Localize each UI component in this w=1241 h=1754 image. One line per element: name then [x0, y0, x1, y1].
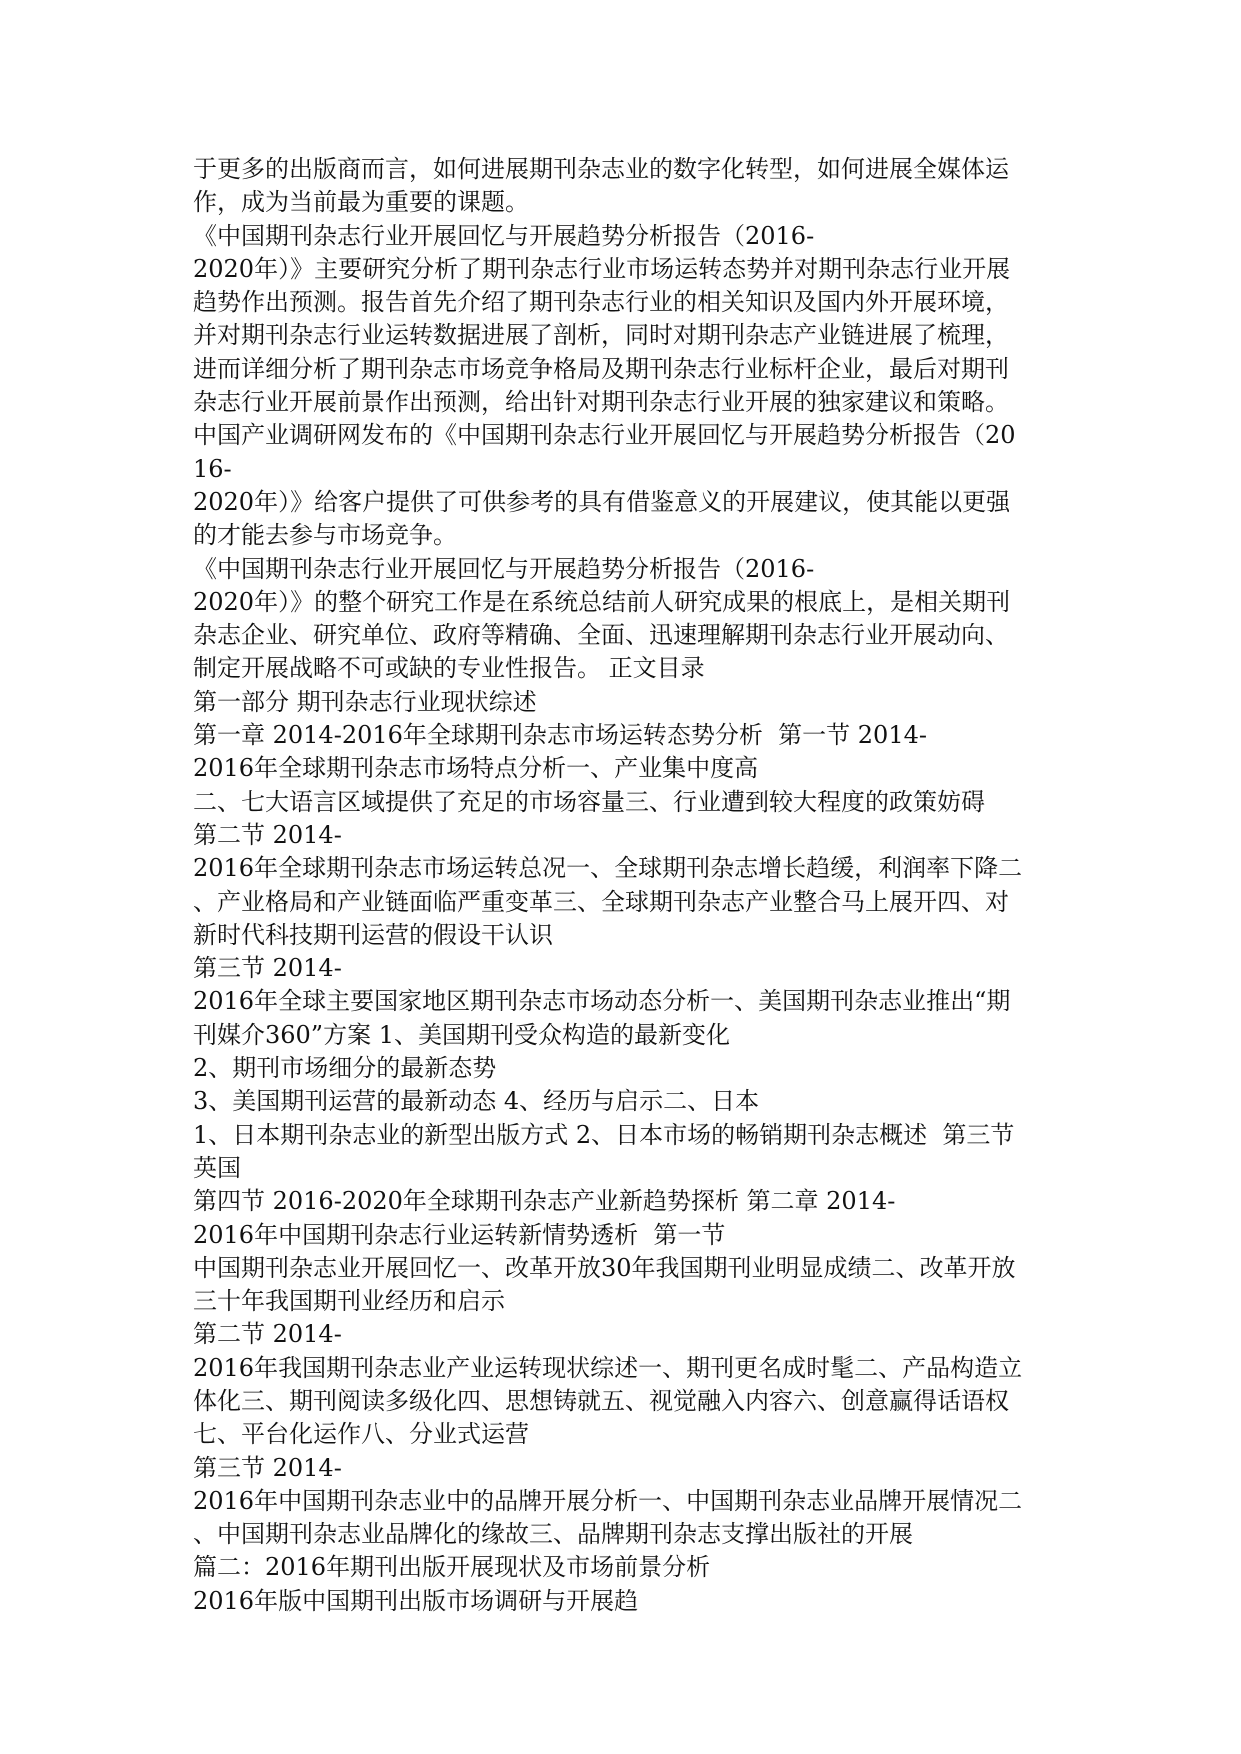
text-line: 第二节 2014-: [193, 1320, 342, 1349]
text-line: 趋势作出预测。报告首先介绍了期刊杂志行业的相关知识及国内外开展环境，: [193, 288, 1009, 317]
text-line: 、产业格局和产业链面临严重变革三、全球期刊杂志产业整合马上展开四、对: [193, 887, 1009, 916]
text-line: 三十年我国期刊业经历和启示: [193, 1287, 505, 1316]
document-body: [193, 153, 1053, 1618]
text-line: 杂志行业开展前景作出预测，给出针对期刊杂志行业开展的独家建议和策略。: [193, 388, 1009, 417]
text-line: 英国: [193, 1153, 241, 1182]
text-line: 的才能去参与市场竞争。: [193, 521, 457, 550]
text-line: 2016年全球期刊杂志市场运转总况一、全球期刊杂志增长趋缓，利润率下降二: [193, 854, 1023, 883]
text-line: 第四节 2016-2020年全球期刊杂志产业新趋势探析 第二章 2014-: [193, 1187, 896, 1216]
text-line: 于更多的出版商而言，如何进展期刊杂志业的数字化转型，如何进展全媒体运: [193, 155, 1009, 183]
text-line: 3、美国期刊运营的最新动态 4、经历与启示二、日本: [193, 1087, 760, 1116]
text-line: 篇二：2016年期刊出版开展现状及市场前景分析: [193, 1553, 711, 1582]
text-line: 进而详细分析了期刊杂志市场竞争格局及期刊杂志行业标杆企业，最后对期刊: [193, 354, 1009, 383]
text-line: 2、期刊市场细分的最新态势: [193, 1054, 497, 1083]
text-line: 2016年中国期刊杂志业中的品牌开展分析一、中国期刊杂志业品牌开展情况二: [193, 1486, 1023, 1515]
text-line: 1、日本期刊杂志业的新型出版方式 2、日本市场的畅销期刊杂志概述 第三节: [193, 1120, 1015, 1149]
text-line: 中国期刊杂志业开展回忆一、改革开放30年我国期刊业明显成绩二、改革开放: [193, 1253, 1016, 1282]
text-line: 第一部分 期刊杂志行业现状综述: [193, 687, 537, 716]
text-line: 杂志企业、研究单位、政府等精确、全面、迅速理解期刊杂志行业开展动向、: [193, 621, 1009, 650]
text-line: 体化三、期刊阅读多级化四、思想铸就五、视觉融入内容六、创意赢得话语权: [193, 1386, 1009, 1415]
text-line: 、中国期刊杂志业品牌化的缘故三、品牌期刊杂志支撑出版社的开展: [193, 1520, 913, 1549]
text-line: 2016年版中国期刊出版市场调研与开展趋: [193, 1586, 639, 1615]
text-line: 2020年）》主要研究分析了期刊杂志行业市场运转态势并对期刊杂志行业开展: [193, 254, 1011, 283]
text-line: 2016年全球主要国家地区期刊杂志市场动态分析一、美国期刊杂志业推出“期: [193, 987, 1011, 1016]
text-line: 中国产业调研网发布的《中国期刊杂志行业开展回忆与开展趋势分析报告（20: [193, 421, 1016, 450]
text-line: 16-: [193, 454, 232, 483]
text-line: 刊媒介360”方案 1、美国期刊受众构造的最新变化: [193, 1020, 730, 1049]
text-line: 第一章 2014-2016年全球期刊杂志市场运转态势分析 第一节 2014-: [193, 721, 927, 750]
text-line: 2016年中国期刊杂志行业运转新情势透析 第一节: [193, 1220, 726, 1249]
text-line: 2020年）》的整个研究工作是在系统总结前人研究成果的根底上，是相关期刊: [193, 587, 1011, 616]
text-line: 2016年我国期刊杂志业产业运转现状综述一、期刊更名成时髦二、产品构造立: [193, 1353, 1023, 1382]
text-line: 二、七大语言区域提供了充足的市场容量三、行业遭到较大程度的政策妨碍: [193, 787, 985, 816]
text-line: 《中国期刊杂志行业开展回忆与开展趋势分析报告（2016-: [193, 221, 815, 250]
text-line: 2016年全球期刊杂志市场特点分析一、产业集中度高: [193, 754, 759, 783]
text-line: 2020年）》给客户提供了可供参考的具有借鉴意义的开展建议，使其能以更强: [193, 487, 1011, 516]
text-line: 并对期刊杂志行业运转数据进展了剖析，同时对期刊杂志产业链进展了梳理，: [193, 321, 1009, 350]
text-line: 第三节 2014-: [193, 1453, 342, 1482]
text-line: 七、平台化运作八、分业式运营: [193, 1420, 529, 1449]
text-line: 作，成为当前最为重要的课题。: [193, 188, 529, 217]
text-line: 制定开展战略不可或缺的专业性报告。 正文目录: [193, 654, 705, 683]
text-line: 第二节 2014-: [193, 820, 342, 849]
text-line: 第三节 2014-: [193, 954, 342, 983]
text-line: 新时代科技期刊运营的假设干认识: [193, 920, 553, 949]
text-line: 《中国期刊杂志行业开展回忆与开展趋势分析报告（2016-: [193, 554, 815, 583]
